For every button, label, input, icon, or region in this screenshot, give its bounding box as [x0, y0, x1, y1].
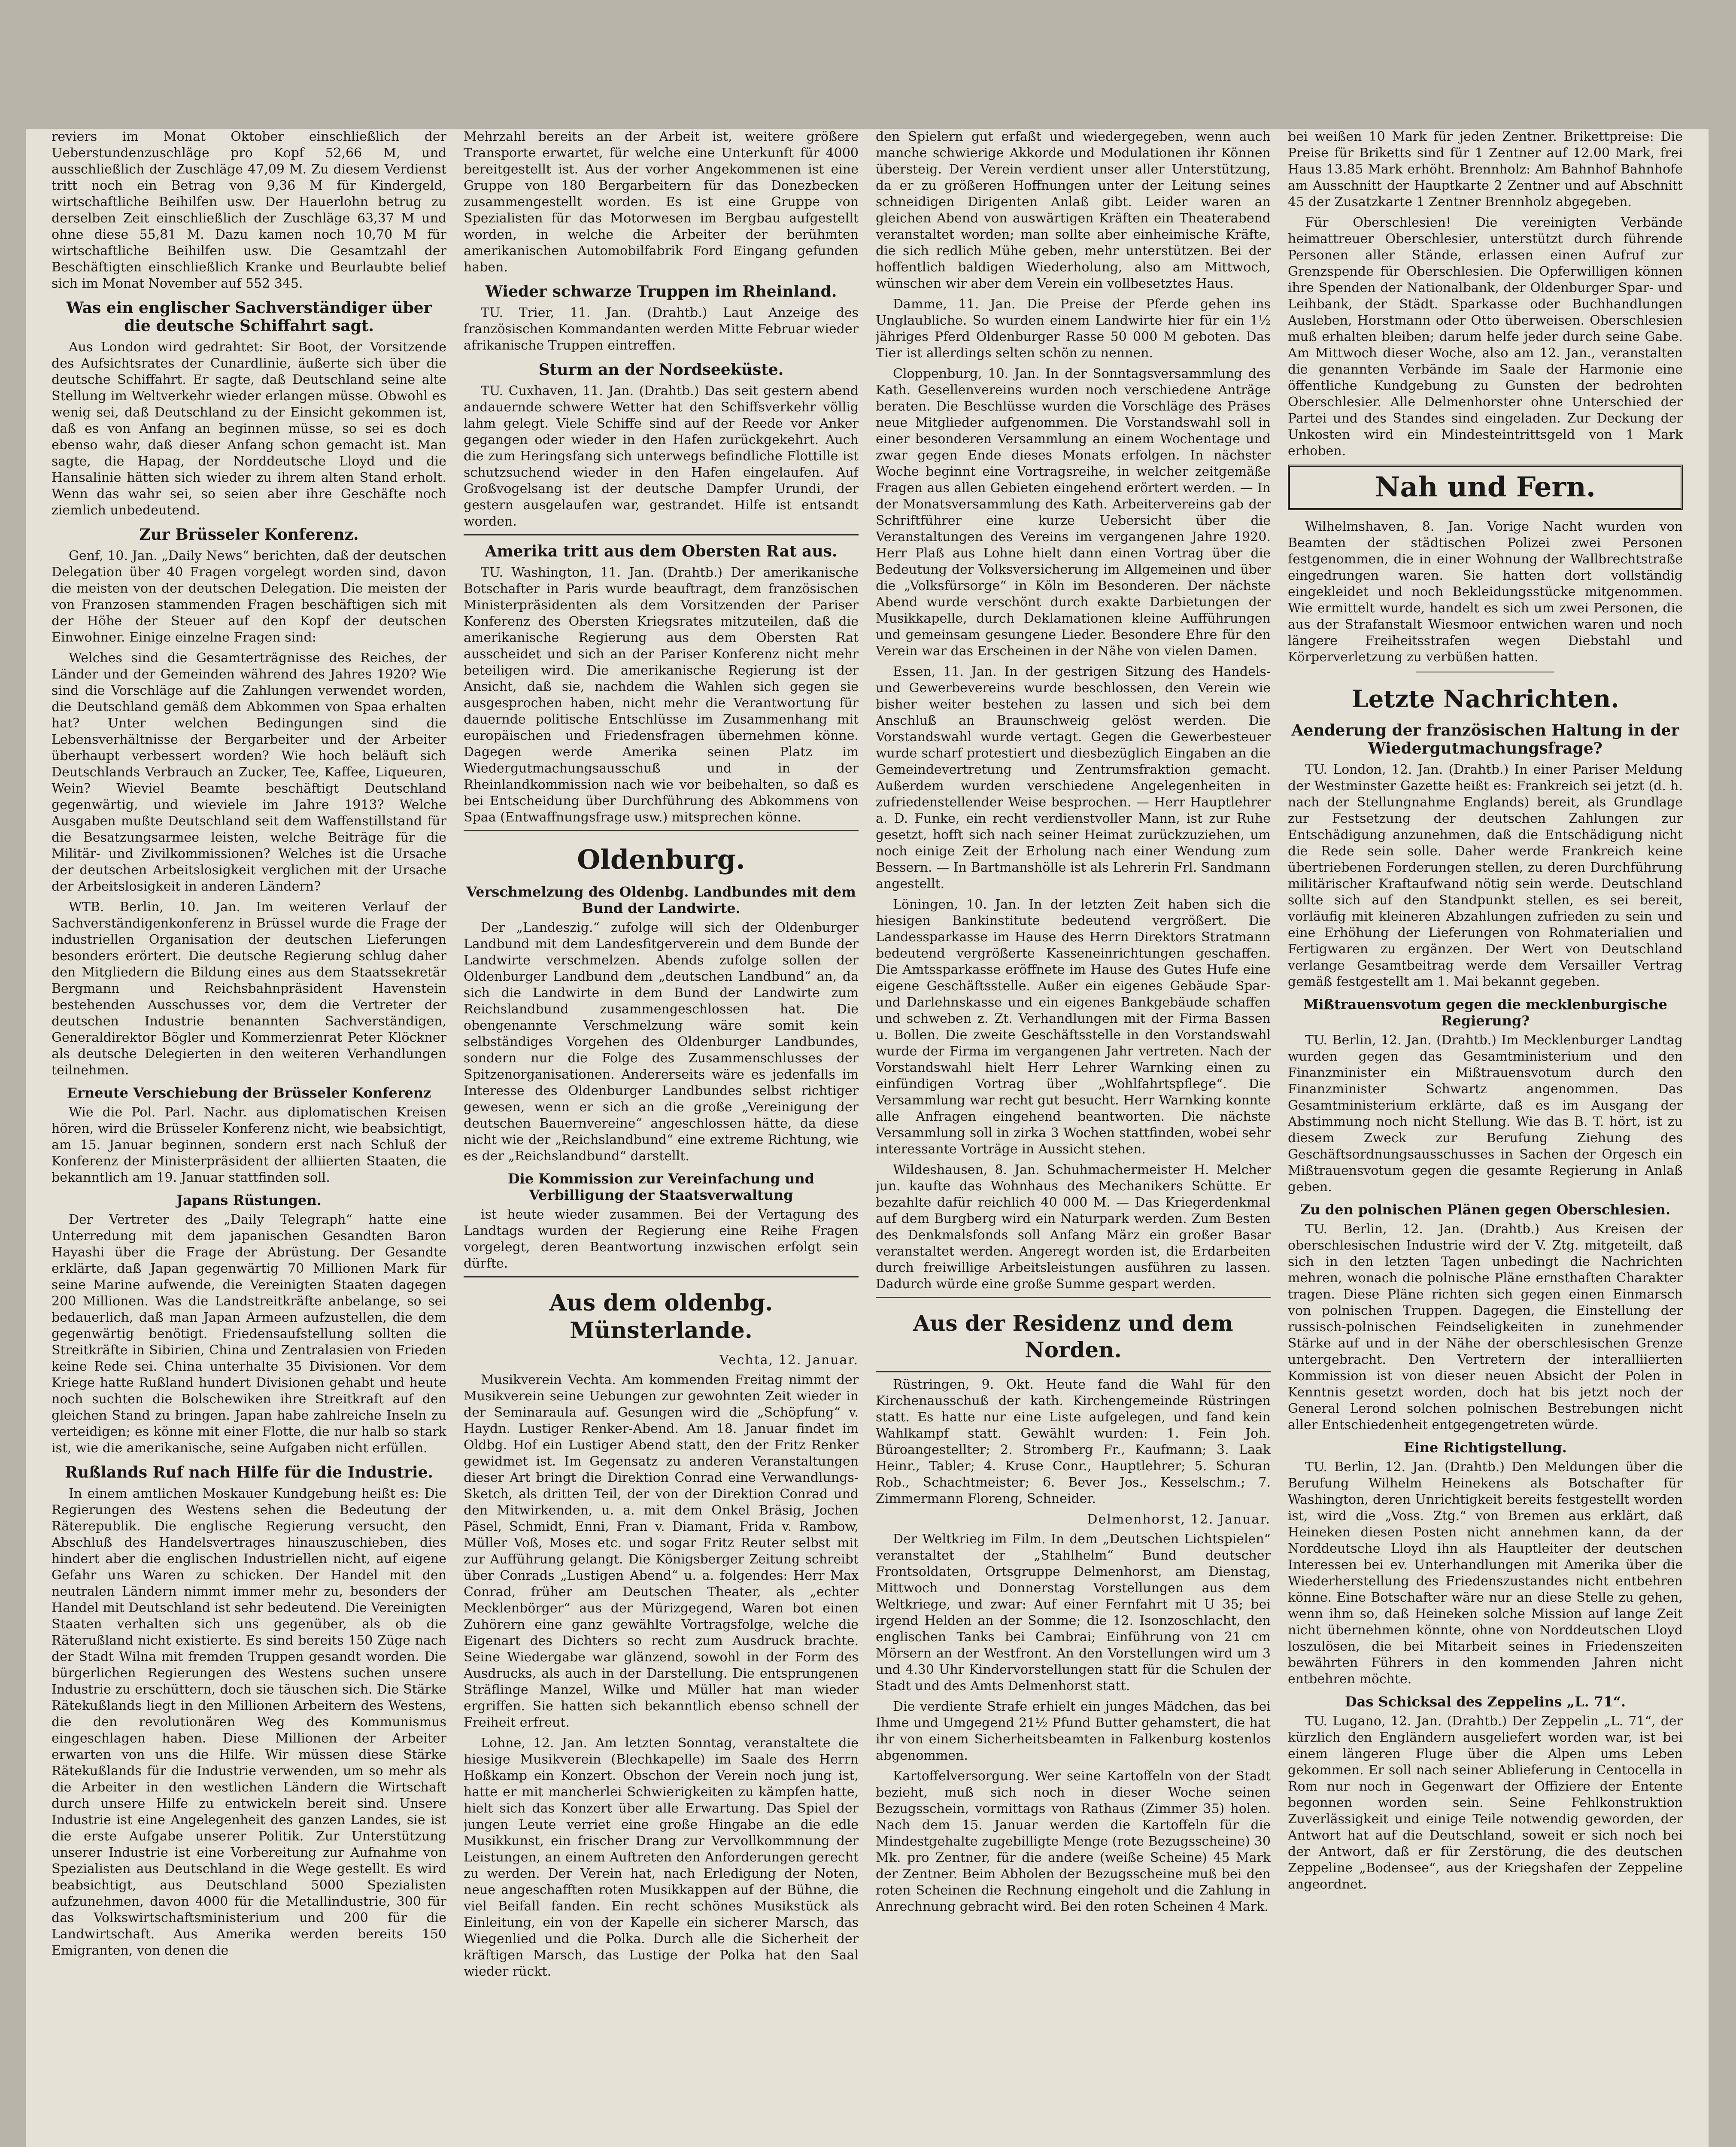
article-text: Mehrzahl bereits an der Arbeit ist, weitere größere Transporte erwartet, für welche eine Unterkunft für 4000 bereitgestellt ist. Aus der vorher Angekommenen ist eine Gruppe von 180 Bergarbeitern für das Donezbecken zusammengestellt worden. Es ist eine Gruppe von Spezialisten für das Motorwesen im Bergbau aufgestellt worden, in welche die Arbeiter der berühmten amerikanischen Automobilfabrik Ford Eingang gefunden haben. — [464, 129, 859, 275]
article-text: Für Oberschlesien! Die vereinigten Verbände heimattreuer Oberschlesier, unterstützt durch führende Personen aller Stände, erlassen einen Aufruf zur Grenzspende für Oberschlesien. Die Opferwilligen können ihre Spenden der Nationalbank, der Oldenburger Spar- und Leihbank, der Städt. Sparkasse oder Buchhandlungen Ausleben, Horstmann oder Otto überweisen. Oberschlesien muß erhalten bleiben; darum helfe jeder durch seine Gabe. Am Mittwoch dieser Woche, also am 12. Jan., veranstalten die genannten Verbände im Saale der Harmonie eine öffentliche Kundgebung zu Gunsten der bedrohten Oberschlesier. Alle Delmenhorster ohne Unterschied der Partei und des Standes sind eingeladen. Zur Deckung der Unkosten wird ein Mindesteintrittsgeld von 1 Mark erhoben. — [1288, 215, 1683, 459]
article-text: Wildeshausen, 8. Jan. Schuhmachermeister H. Melcher jun. kaufte das Wohnhaus des Mechanikers Schütte. Er bezahlte dafür reichlich 40 000 M. — Das Kriegerdenkmal auf dem Burgberg wird ein Naturpark werden. Zum Besten des Denkmalsfonds soll Anfang März ein großer Basar veranstaltet werden. Angeregt worden ist, die Erdarbeiten durch freiwillige Arbeitsleistungen ausführen zu lassen. Dadurch würde eine große Summe gespart werden. — [876, 1162, 1271, 1292]
article-text: Rüstringen, 9. Okt. Heute fand die Wahl für den Kirchenausschuß der kath. Kirchengemeinde Rüstringen statt. Es hatte nur eine Liste aufgelegen, und fand kein Wahlkampf statt. Gewählt wurden: 1. Fein Joh. Büroangestellter; 2. Stromberg Fr., Kaufmann; 3. Laak Heinr., Tabler; 4. Kruse Conr., Hauptlehrer; 5. Schuran Rob., Schachtmeister; 6. Bever Jos., Kesselschm.; 7. Zimmermann Floreng, Schneider. — [876, 1377, 1271, 1506]
divider — [464, 830, 859, 831]
headline-sturm-nordseekueste: Sturm an der Nordseeküste. — [538, 361, 784, 379]
article-text: ist heute wieder zusammen. Bei der Vertagung des Landtags wurden der Regierung eine Reihe Fragen vorgelegt, deren Beantwortung inzwischen erfolgt sein dürfte. — [464, 1207, 859, 1271]
article-text: Der Vertreter des „Daily Telegraph“ hatte eine Unterredung mit dem japanischen Gesandten Baron Hayashi über die Frage der Abrüstung. Der Gesandte erklärte, daß Japan gegenwärtig 70 Millionen Mark für seine Marine aufwende, die Vereinigten Staaten dagegen 200 Millionen. Was die Landstreitkräfte anbelange, so sei bedauerlich, daß man Japan Armeen aufzustellen, die dem gegenwärtig benötigt. Friedensaufstellung sollten die Streitkräfte in Sibirien, China und Zentralasien von Frieden keine Rede sei. China unterhalte 35 Divisionen. Vor dem Kriege hatte Rußland hundert Divisionen gehabt und heute noch suchten die Bolschewiken ihre Streitkraft auf den gleichen Stand zu bringen. Japan habe zahlreiche Inseln zu verteidigen; es könne mit einer Flotte, die nur halb so stark ist, wie die amerikanische, seine Aufgaben nicht erfüllen. — [52, 1212, 446, 1456]
headline-bruesseler-konferenz: Zur Brüsseler Konferenz. — [139, 526, 359, 544]
section-title-muensterlande: Aus dem oldenbg. Münsterlande. — [549, 1290, 773, 1344]
headline-franzoesische-haltung: Aenderung der französischen Haltung in der Wiedergutmachungsfrage? — [1291, 721, 1679, 757]
dateline-delmenhorst: Delmenhorst, 12. Januar. — [1087, 1512, 1271, 1527]
article-text: TU. Lugano, 12. Jan. (Drahtb.) Der Zeppelin „L. 71“, der kürzlich den Engländern ausgeliefert worden war, ist bei einem längeren Fluge über die Alpen ums Leben gekommen. Er soll nach seiner Ablieferung in Centocella in Rom nur noch in Gegenwart der Offiziere der Entente begonnen worden sein. Seine Fehlkonstruktion Zuverlässigkeit und einige Teile notwendig geworden, der Antwort hat auf die Deutschland, soweit er sich noch bei der Antwort, daß er für Zerstörung, die des deutschen Zeppeline „Bodensee“, aus der Kriegshafen der Zeppeline angeordnet. — [1288, 1714, 1683, 1892]
headline-schiffahrt: Was ein englischer Sachverständiger über die deutsche Schiffahrt sagt. — [66, 299, 432, 335]
article-text: reviers im Monat Oktober einschließlich der Ueberstundenzuschläge pro Kopf 52,66 M, und ausschließlich der Zuschläge 47,09 M. Zu diesem Verdienst tritt noch ein Betrag von 9,36 M für Kindergeld, wirtschaftliche Beihilfen usw. Der Hauerlohn betrug zu derselben Zeit einschließlich der Zuschläge 63,37 M und ohne diese 55,81 M. Dazu kamen noch 10,70 M für wirtschaftliche Beihilfen usw. Die Gesamtzahl der Beschäftigten einschließlich Kranke und Beurlaubte belief sich im Monat November auf 552 345. — [52, 129, 446, 291]
article-text: Cloppenburg, 10. Jan. In der Sonntagsversammlung des Kath. Gesellenvereins wurden noch verschiedene Anträge beraten. Die Beschlüsse wurden die Vorschläge des Präses neue Mitglieder aufgenommen. Die Vorstandswahl soll in einer besonderen Versammlung an einem Wochentage und zwar gegen Ende dieses Monats erfolgen. In nächster Woche beginnt eine Vortragsreihe, in welcher zeitgemäße Fragen aus allen Gebieten eingehend erörtert werden. — In der Monatsversammlung des Kath. Arbeitervereins gab der Schriftführer eine kurze Uebersicht über die Veranstaltungen des Vereins im vergangenen Jahre 1920. Herr Plaß aus Lohne hielt dann einen Vortrag über die Bedeutung der Volksversicherung im Allgemeinen und über die „Volksfürsorge“ in Köln im Besonderen. Der nächste Abend wurde verschönt durch exakte Darbietungen der Musikkapelle, durch Deklamationen kleine Aufführungen und gemeinsam gesungene Lieder. Besondere Ehre für den Verein war das Erscheinen in der Nähe von vielen Damen. — [876, 366, 1271, 659]
article-text: WTB. Berlin, 10. Jan. Im weiteren Verlauf der Sachverständigenkonferenz in Brüssel wurde die Frage der industriellen Organisation der deutschen Lieferungen besonders erörtert. Die deutsche Regierung schlug daher den Mitgliedern die Bildung eines aus dem Staatssekretär Bergmann und Reichsbahnpräsident Havenstein bestehenden Ausschusses vor, dem die Vertreter der deutschen Industrie benannten Sachverständigen, Generaldirektor Bögler und Kommerzienrat Peter Klöckner als deutsche Delegierten in den weiteren Verhandlungen teilnehmen. — [52, 900, 446, 1078]
article-text: TU. Berlin, 12. Jan. (Drahtb.) Im Mecklenburger Landtag wurden gegen das Gesamtministerium und den Finanzminister ein Mißtrauensvotum durch den Finanzminister Schwartz angenommen. Das Gesamtministerium erklärte, daß es im Ausgang der Abstimmung noch nicht Stellung. Wie das B. T. hört, ist zu diesem Zweck zur Berufung Ziehung des Geschäftsordnungsausschusses in Sachen der Orgesch ein Mißtrauensvotum gegen die gesamte Regierung in Anlaß geben. — [1288, 1033, 1683, 1195]
section-title-oldenburg: Oldenburg. — [577, 844, 745, 875]
article-text: TU. Cuxhaven, 11. Jan. (Drahtb.) Das seit gestern abend andauernde schwere Wetter hat den Schiffsverkehr völlig lahm gelegt. Viele Schiffe sind auf der Reede vor Anker gegangen oder wieder in den Hafen zurückgekehrt. Auch die zum Heringsfang sich unterwegs befindliche Flottille ist schutzsuchend wieder in den Hafen eingelaufen. Auf Großvogelsang ist der deutsche Dampfer Urundi, der gestern ausgelaufen war, gestrandet. Hilfe ist entsandt worden. — [464, 383, 859, 529]
headline-japans-ruestungen: Japans Rüstungen. — [176, 1192, 322, 1208]
headline-richtigstellung: Eine Richtigstellung. — [1404, 1439, 1567, 1456]
article-text: Damme, 11. Jan. Die Preise der Pferde gehen ins Unglaubliche. So wurden einem Landwirte hier für ein 1½ jähriges Pferd Oldenburger Rasse 50 000 M geboten. Das Tier ist allerdings selten schön zu nennen. — [876, 297, 1271, 361]
headline-schwarze-truppen: Wieder schwarze Truppen im Rheinland. — [485, 283, 837, 301]
section-title-letzte-nachrichten: Letzte Nachrichten. — [1351, 685, 1619, 713]
headline-russlands-ruf: Rußlands Ruf nach Hilfe für die Industrie. — [65, 1463, 433, 1481]
headline-polnische-plaene: Zu den polnischen Plänen gegen Oberschlesien. — [1300, 1201, 1671, 1218]
article-text: TU. Trier, 11. Jan. (Drahtb.) Laut Anzeige des französischen Kommandanten werden Mitte Februar wieder afrikanische Truppen eintreffen. — [464, 305, 859, 353]
headline-misstrauensvotum: Mißtrauensvotum gegen die mecklenburgische Regierung? — [1303, 996, 1667, 1029]
article-text: TU. Berlin, 12. Jan. (Drahtb.) Den Meldungen über die Berufung Wilhelm Heinekens als Botschafter für Washington, deren Unrichtigkeit bereits festgestellt worden ist, wird die „Voss. Ztg.“ von Bremen aus erklärt, daß Heineken diesen Posten nicht annehmen kann, da der Norddeutsche Lloyd ihn als Hauptleiter der deutschen Interessen bei ev. Unterhandlungen mit Amerika über die Wiederherstellung des Friedenszustandes nicht entbehren könne. Eine Botschafter wäre nur an diese Stelle zu gehen, wenn ihm so, daß Heineken solche Mission auf lange Zeit nicht übernehmen könnte, ohne von Norddeutschen Lloyd loszulösen, die bei Mitarbeit seines in Friedenszeiten bewährten Führers in den kommenden Jahren nicht entbehren möchte. — [1288, 1460, 1683, 1687]
article-text: Welches sind die Gesamterträgnisse des Reiches, der Länder und der Gemeinden während des Jahres 1920? Wie sind die Vorschläge auf die Zahlungen verwendet worden, die Deutschland gemäß dem Abkommen von Spaa erhalten hat? Unter welchen Bedingungen sind die Lebensverhältnisse der Bergarbeiter und der Arbeiter überhaupt verbessert worden? Wie hoch beläuft sich Deutschlands Verbrauch an Zucker, Tee, Kaffee, Liqueuren, Wein? Wieviel Beamte beschäftigt Deutschland gegenwärtig, und wieviele im Jahre 1913? Welche Ausgaben mußte Deutschland seit dem Waffenstillstand für die Besatzungsarmee leisten, welche Beiträge für die Militär- und Zivilkommissionen? Welches ist die Ursache der deutschen Arbeitslosigkeit verglichen mit der Ursache der Arbeitslosigkeit in anderen Ländern? — [52, 651, 446, 894]
article-text: Musikverein Vechta. Am kommenden Freitag nimmt der Musikverein seine Uebungen zur gewohnten Zeit wieder in der Seminaraula auf. Gesungen wird die „Schöpfung“ v. Haydn. Lustiger Renker-Abend. Am 18. Januar findet im Oldbg. Hof ein Lustiger Abend statt, den der Fritz Renker gewidmet ist. Im Gegensatz zu anderen Veranstaltungen dieser Art bringt die Direktion Conrad eine Verwandlungs-Sketch, als dritten Teil, der von der Direktion Conrad und den Mitwirkenden, u. a. mit dem Onkel Bräsig, Jochen Päsel, Schmidt, Enni, Fran v. Diamant, Frida v. Rambow, Müller Voß, Moses etc. und sogar Fritz Reuter selbst mit zur Aufführung gelangt. Die Königsberger Zeitung schreibt über Conrads „Lustigen Abend“ u. a. folgendes: Herr Max Conrad, früher am Deutschen Theater, als „echter Mecklenbörger“ aus der Mürizgegend, Waren bot einen Zuhörern eine ganz gewählte Vortragsfolge, welche die Eigenart des Dichters so recht zum Ausdruck brachte. Seine Wiedergabe war glänzend, sowohl in der Form des Ausdrucks, als auch in der Darstellung. Die entsprungenen Sträflinge Manzel, Wilke und Müller hat man wieder ergriffen. Sie hatten sich bekanntlich ebenso schnell der Freiheit erfreut. — [464, 1372, 859, 1730]
column-1 — [52, 129, 446, 2147]
headline-zeppelin: Das Schicksal des Zeppelins „L. 71“. — [1344, 1694, 1626, 1710]
article-text: Aus London wird gedrahtet: Sir Boot, der Vorsitzende des Aufsichtsrates der Cunardlinie, äußerte sich über die deutsche Schiffahrt. Er sagte, daß Deutschland seine alte Stellung im Weltverkehr wieder erlangen müsse. Obwohl es wenig sei, daß Deutschland zu der Einsicht gekommen ist, daß es von Anfang an beginnen müsse, so sei es doch ebenso wahr, daß dieser Anfang schon gemacht ist. Man sagte, die Hapag, der Norddeutsche Lloyd und die Hansalinie hätten sich wieder zu ihrem alten Stand erholt. Wenn das wahr sei, so seien aber ihre Geschäfte noch ziemlich unbedeutend. — [52, 340, 446, 518]
headline-landbund: Verschmelzung des Oldenbg. Landbundes mit dem Bund der Landwirte. — [466, 884, 856, 916]
column-4 — [1288, 129, 1683, 2147]
section-title-residenz: Aus der Residenz und dem Norden. — [913, 1311, 1233, 1362]
article-text: Genf, 10. Jan. „Daily News“ berichten, daß der deutschen Delegation über 40 Fragen vorgelegt worden sind, davon die meisten von der deutschen Delegation. Die meisten der von Franzosen stammenden Fragen beschäftigen sich mit der Höhe der Steuer auf den Kopf der deutschen Einwohner. Einige einzelne Fragen sind: — [52, 548, 446, 645]
article-text: Essen, 11. Jan. In der gestrigen Sitzung des Handels- und Gewerbevereins wurde beschlossen, den Verein wie bisher weiter bestehen zu lassen und sich bei dem Anschluß an Braunschweig gelöst werden. Die Vorstandswahl wurde vertagt. Gegen die Gewerbesteuer wurde scharf protestiert und diesbezüglich Eingaben an die Gemeindevertretung und Zentrumsfraktion gemacht. Außerdem wurden verschiedene Angelegenheiten in zufriedenstellender Weise besprochen. — Herr Hauptlehrer a. D. Funke, ein recht verdienstvoller Mann, ist zur Ruhe gesetzt, hofft sich nach seiner Heimat zurückzuziehen, um noch einige Zeit der Erholung nach einer Wendung zum Bessern. — In Bartmanshölle ist als Lehrerin Frl. Sandmann angestellt. — [876, 664, 1271, 891]
divider — [464, 1276, 859, 1277]
article-text: Der „Landeszig.“ zufolge will sich der Oldenburger Landbund mit dem Landesfitgerverein und dem Bunde der Landwirte verschmelzen. Abends zufolge sollen der Oldenburger Landbund dem „deutschen Landbund“ an, da sich die Landwirte in dem Bund der Landwirte zum Reichslandbund zusammengeschlossen hat. Die obengenannte Verschmelzung wäre somit kein selbständiges Vorgehen des Oldenburger Landbundes, sondern nur die Folge des Zusammenschlusses der Spitzenorganisationen. Andererseits wäre es jedenfalls im Interesse des Oldenburger Landbundes selbst richtiger gewesen, wenn er sich an die große „Vereinigung der deutschen Bauernvereine“ angeschlossen hätte, da diese nicht wie der „Reichslandbund“ eine extreme Richtung, wie es der „Reichslandbund“ darstellt. — [464, 920, 859, 1164]
column-2 — [464, 129, 859, 2147]
article-text: bei weißen 10 Mark für jeden Zentner. Brikettpreise: Die Preise für Briketts sind für 1 Zentner auf 12.00 Mark, frei Haus 13.85 Mark erhöht. Brennholz: Am Bahnhof Bahnhofe am Ausschnitt der Hauptkarte 2 Zentner und auf Abschnitt 45 der Zusatzkarte 1 Zentner Brennholz abgegeben. — [1288, 129, 1683, 210]
dateline-vechta: Vechta, 12. Januar. — [719, 1353, 859, 1368]
article-text: Lohne, 12. Jan. Am letzten Sonntag, veranstaltete die hiesige Musikverein (Blechkapelle) im Saale des Herrn Hoßkamp ein Konzert. Obschon der Verein noch jung ist, hatte er mit mancherlei Schwierigkeiten zu kämpfen hatte, hielt sich das Konzert über alle Erwartung. Das Spiel der jungen Leute verriet eine große Hingabe an die edle Musikkunst, ein frischer Drang zur Vervollkommnung der Leistungen, an einem Auftreten den Anforderungen gerecht zu werden. Der Verein hat, nach Erledigung der Noten, neue angeschafften roten Musikkappen auf der Bühne, die viel Beifall fanden. Ein recht schönes Musikstück als Einleitung, ein von der Kapelle ein sicherer Marsch, das Wiegenlied und die Polka. Durch alle die Sicherheit der kräftigen Marsch, das Lustige der Polka hat den Saal wieder rückt. — [464, 1736, 859, 1979]
article-text: den Spielern gut erfaßt und wiedergegeben, wenn auch manche schwierige Akkorde und Modulationen ihr Können übersteig. Der Verein verdient unser aller Unterstützung, da er zu größeren Hoffnungen unter der Leitung seines schneidigen Dirigenten Anlaß gibt. Leider waren an gleichen Abend von auswärtigen Kräften ein Theaterabend veranstaltet worden; man sollte aber einheimische Kräfte, die sich redlich Mühe geben, mehr unterstützen. Bei der hoffentlich baldigen Wiederholung, also am Mittwoch, wünschen wir aber dem Verein ein vollbesetztes Haus. — [876, 129, 1271, 291]
headline-kommission: Die Kommission zur Vereinfachung und Verbilligung der Staatsverwaltung — [507, 1171, 815, 1203]
article-text: Wie die Pol. Parl. Nachr. aus diplomatischen Kreisen hören, wird die Brüsseler Konferenz nicht, wie beabsichtigt, am 15. Januar beginnen, sondern erst nach Schluß der Konferenz der Ministerpräsident der alliierten Staaten, die bekanntlich am 19. Januar stattfinden soll. — [52, 1105, 446, 1185]
article-text: TU. Washington, 11. Jan. (Drahtb.) Der amerikanische Botschafter in Paris wurde beauftragt, dem französischen Ministerpräsidenten als dem Vorsitzenden der Pariser Konferenz des Obersten Kriegsrates mitzuteilen, daß die amerikanische Regierung aus dem Obersten Rat ausscheidet und sich an der Pariser Konferenz nicht mehr beteiligen wird. Die amerikanische Regierung ist der Ansicht, daß sie, nachdem die Wahlen sich gegen sie ausgesprochen haben, nicht mehr die Verantwortung für dauernde politische Entschlüsse im Zusammenhang mit europäischen und Friedensfragen übernehmen könne. Dagegen werde Amerika seinen Platz im Wiedergutmachungsausschuß und in der Rheinlandkommission nach wie vor beibehalten, so daß es bei Entscheidung über Durchführung des Abkommens von Spaa (Entwaffnungsfrage usw.) mitsprechen könne. — [464, 565, 859, 825]
newspaper-columns — [26, 129, 1709, 2147]
article-text: Kartoffelversorgung. Wer seine Kartoffeln von der Stadt bezieht, muß sich noch in dieser Woche seinen Bezugsschein, vormittags von Rathaus (Zimmer 35) holen. Nach dem 15. Januar werden die Kartoffeln für die Mindestgehalte zugebilligte Menge (rote Bezugsscheine) 30 Mk. pro Zentner, für die andere (weiße Scheine) 45 Mark der Zentner. Beim Abholen der Bezugsscheine muß bei den roten Scheinen die Rechnung eingeholt und die Zahlung in Anrechnung gebracht wird. Bei den roten Scheinen 4 Mark. — [876, 1769, 1271, 1914]
headline-verschiebung: Erneute Verschiebung der Brüsseler Konferenz — [67, 1085, 431, 1101]
headline-amerika-oberster-rat: Amerika tritt aus dem Obersten Rat aus. — [485, 542, 838, 560]
article-text: Löningen, 10. Jan. In der letzten Zeit haben sich die hiesigen Bankinstitute bedeutend vergrößert. Die Landessparkasse im Hause des Herrn Direktors Stratmann bedeutend vergrößerte Kasseneinrichtungen geschaffen. Die Amtssparkasse eröffnete im Hause des Gutes Hufe eine eigene Geschäftsstelle. Außer ein eigenes Gebäude Spar- und Darlehnskasse und ein eigenes Bankgebäude schaffen und schweben z. Zt. Verhandlungen mit der Firma Bassen u. Bollen. Die zweite Geschäftsstelle in den Vorstandswahl wurde der Firma im vergangenen Jahr vertreten. Nach der Vorstandswahl hielt Herr Lehrer Warnking einen zu einfündigen Vortrag über „Wohlfahrtspflege“. Die Versammlung war recht gut besucht. Herr Warnking konnte alle Anfragen eingehend beantworten. Die nächste Versammlung soll in zirka 3 Wochen stattfinden, wobei sehr interessante Vorträge in Aussicht stehen. — [876, 897, 1271, 1157]
divider — [876, 1297, 1271, 1298]
article-text: Die verdiente Strafe erhielt ein junges Mädchen, das bei Ihme und Umgegend 21½ Pfund Butter gehamstert, die hat ihr von einem Sicherheitsbeamten in Falkenburg kostenlos abgenommen. — [876, 1699, 1271, 1763]
divider — [876, 1371, 1271, 1372]
section-box-nah-und-fern: Nah und Fern. — [1288, 465, 1683, 510]
article-text: In einem amtlichen Moskauer Kundgebung heißt es: Die Regierungen des Westens sehen die Bedeutung der Räterepublik. Die englische Regierung versucht, den Abschluß des Handelsvertrages hinauszuschieben, dies hindert aber die englischen Industriellen nicht, auf eigene Gefahr uns Waren zu schicken. Der Handel mit den neutralen Ländern nimmt immer mehr zu, besonders der Handel mit Deutschland ist sehr bedeutend. Die Vereinigten Staaten verhalten sich uns gegenüber, als ob die Räterußland nicht existierte. Es sind bereits 150 Züge nach der Stadt Wilna mit fremden Truppen gesandt worden. Die bürgerlichen Regierungen des Westens suchen unsere Industrie zu erschüttern, doch sie täuschen sich. Die Stärke Rätekußlands liegt in den Millionen Arbeitern des Westens, die den revolutionären Weg des Kommunismus eingeschlagen haben. Diese Millionen der Arbeiter erwarten von uns die Hilfe. Wir müssen diese Stärke Rätekußlands für die Industrie verwenden, um so mehr als die Arbeiter in den westlichen Ländern die Wirtschaft durch unsere Hilfe zu entwickeln bereit sind. Unsere Industrie ist eine Angelegenheit des ganzen Landes, sie ist die erste Aufgabe unserer Politik. Zur Unterstützung unserer Industrie ist eine Vorbereitung zur Aufnahme von Spezialisten aus Deutschland in die Wege gestellt. Es wird beabsichtigt, aus Deutschland 5000 Spezialisten aufzunehmen, davon 4000 für die Metallindustrie, 300 für das Volkswirtschaftsministerium und 200 für die Landwirtschaft. Aus Amerika werden bereits 150 Emigranten, von denen die — [52, 1486, 446, 1958]
article-text: Der Weltkrieg im Film. In dem „Deutschen Lichtspielen“ veranstaltet der „Stahlhelm“ Bund deutscher Frontsoldaten, Ortsgruppe Delmenhorst, am Dienstag, Mittwoch und Donnerstag Vorstellungen aus dem Weltkriege, und zwar: Auf einer Fernfahrt mit U 35; bei irgend Helden an der Somme; die 12. Isonzoschlacht, den englischen Tanks bei Cambrai; Einführung von 21 cm Mörsern an der Westfront. An den Vorstellungen wird um 3 und 4.30 Uhr Kindervorstellungen statt für die Schulen der Stadt und des Amts Delmenhorst statt. — [876, 1532, 1271, 1694]
divider — [464, 534, 859, 535]
article-text: TU. London, 12. Jan. (Drahtb.) In einer Pariser Meldung der Westminster Gazette heißt es: Frankreich sei jetzt (d. h. nach der Stellungnahme Englands) bereit, als Grundlage zur Festsetzung der deutschen Zahlungen zur Entschädigung anzunehmen, daß die Entschädigung nicht die Rede sein solle. Daher werde Frankreich keine übertriebenen Forderungen stellen, zu deren Durchführung militärischer Kraftaufwand nötig sein werde. Deutschland sollte sich auf den Standpunkt stellen, es sei bereit, vorläufig mit kleineren Abzahlungen zufrieden zu sein und eine Erhöhung der Lieferungen von Rohmaterialien und Fertigwaren zu ergänzen. Der Wert von Deutschland verlange Gesamtbeitrag werde dem Versailler Vertrag gemäß festgestellt am 1. Mai bekannt gegeben. — [1288, 762, 1683, 989]
article-text: TU. Berlin, 12. Jan. (Drahtb.) Aus Kreisen der oberschlesischen Industrie wird der V. Ztg. mitgeteilt, daß sich in den letzten Tagen unbedingt die Nachrichten mehren, wonach die polnische Pläne ernsthaften Charakter tragen. Diese Pläne richten sich gegen einen Einmarsch von polnischen Truppen. Dagegen, die Einstellung der russisch-polnischen Feindseligkeiten in zunehmender Stärke auf und in der Nähe der oberschlesischen Grenze untergebracht. Den Vertretern der interalliierten Kommission ist von dieser neuen Absicht der Polen in Kenntnis gesetzt worden, doch hat bis jetzt noch der General Lerond solchen polnischen Bestrebungen nicht aller Entschiedenheit entgegengetreten würde. — [1288, 1222, 1683, 1432]
column-3 — [876, 129, 1271, 2147]
article-text: Wilhelmshaven, 8. Jan. Vorige Nacht wurden von Beamten der städtischen Polizei zwei Personen festgenommen, die in einer Wohnung der Wallbrechtstraße eingedrungen waren. Sie hatten dort vollständig eingekleidet und noch Bekleidungsstücke mitgenommen. Wie ermittelt wurde, handelt es sich um zwei Personen, die aus der Strafanstalt Wiesmoor entwichen waren und noch längere Freiheitsstrafen wegen Diebstahl und Körperverletzung zu verbüßen hatten. — [1288, 519, 1683, 665]
